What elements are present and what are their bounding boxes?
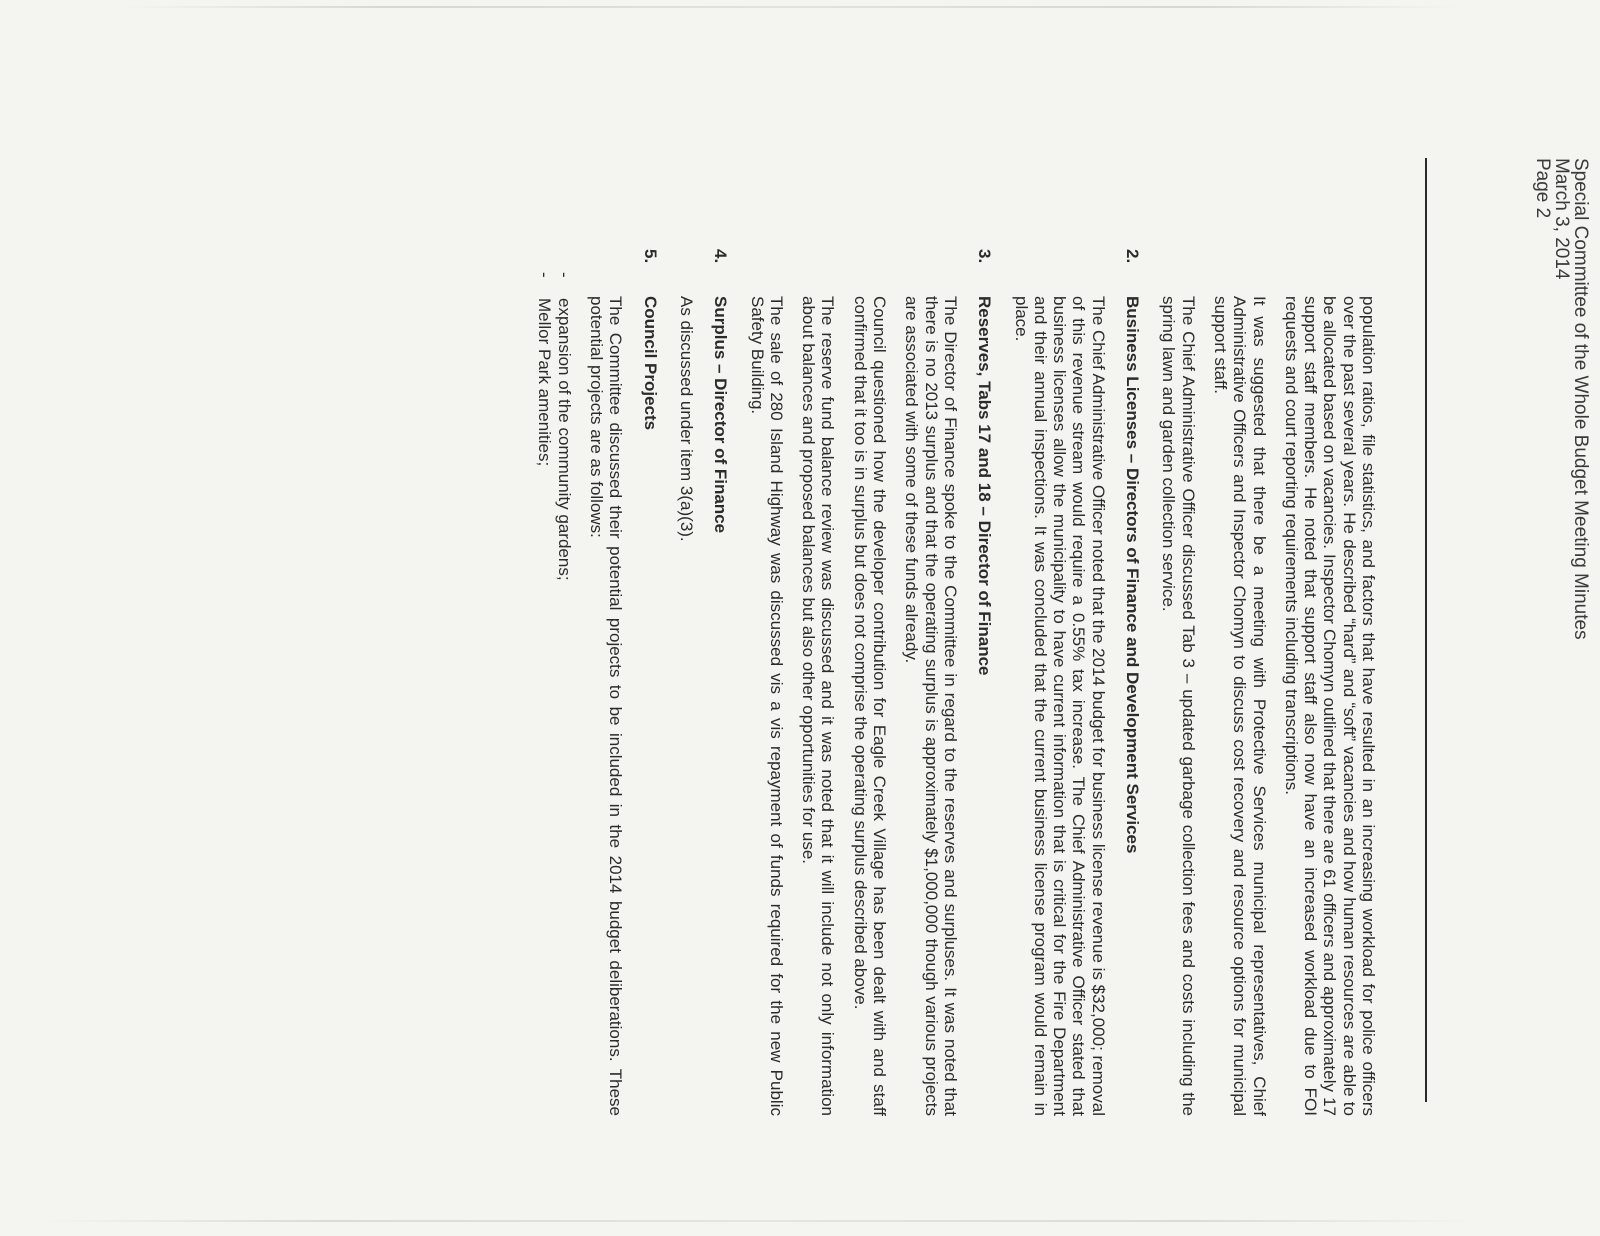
section-paragraph: The sale of 280 Island Highway was discussed vis a vis repayment of funds required for the new Public Safety Building.: [747, 296, 786, 1116]
section-number: 5.: [640, 249, 660, 264]
section-business-licenses: [1011, 249, 1143, 1116]
section-paragraph: The Committee discussed their potential projects to be included in the 2014 budget deliberations. These potential projects are as follows:: [587, 296, 626, 1116]
section-title: Surplus – Director of Finance: [711, 296, 731, 534]
list-item: [535, 272, 555, 1116]
header-title: Special Committee of the Whole Budget Meeting Minutes: [1570, 158, 1591, 640]
project-list: [535, 272, 574, 1116]
section-surplus: [676, 249, 731, 1116]
section-council-projects: [535, 249, 660, 1116]
section-heading: [640, 249, 659, 1116]
list-item: [554, 272, 574, 1116]
section-title: Business Licenses – Directors of Finance and Development Services: [1123, 296, 1143, 854]
section-paragraph: The reserve fund balance review was discussed and it was noted that it will include not only information about balances and proposed balances but also other opportunities for use.: [799, 296, 838, 1116]
paragraph-garbage: The Chief Administrative Officer discussed Tab 3 – updated garbage collection fees and costs including the spring lawn and garden collection service.: [1159, 296, 1198, 1116]
list-item-text: expansion of the community gardens;: [554, 298, 574, 581]
section-number: 2.: [1123, 249, 1143, 264]
section-reserves: [747, 249, 995, 1116]
section-paragraph: The Chief Administrative Officer noted that the 2014 budget for business license revenue is $32,000; removal of this revenue stream would require a 0.55% tax increase. The Chief Administrative Officer stated that business licenses allow the municipality to have current information that is critical for the Fire Department and their annual inspections. It was concluded that the current business license program would remain in place.: [1011, 296, 1108, 1116]
section-title: Council Projects: [640, 296, 660, 431]
section-paragraph: Council questioned how the developer contribution for Eagle Creek Village has been dealt with and staff confirmed that it too is in surplus but does not comprise the operating surplus described above.: [850, 296, 890, 1116]
paragraph-meeting: It was suggested that there be a meeting with Protective Services municipal representatives, Chief Administrative Officers and Inspector Chomyn to discuss cost recovery and resource options for municipal support staff.: [1210, 296, 1269, 1116]
section-title: Reserves, Tabs 17 and 18 – Director of Finance: [975, 296, 995, 676]
section-number: 4.: [711, 249, 731, 264]
dash-bullet-icon: -: [535, 272, 555, 278]
dash-bullet-icon: -: [554, 272, 574, 278]
list-item-text: Mellor Park amenities;: [535, 298, 555, 467]
continued-paragraph: population ratios, file statistics, and factors that have resulted in an increasing workload for police officers over the past several years. He described “hard” and “soft” vacancies and how human resources are able to be allocated based on vacancies. Inspector Chomyn outlined that there are 61 officers and approximately 17 support staff members. He noted that support staff also now have an increased workload due to FOI requests and court reporting requirements including transcriptions.: [1281, 296, 1378, 1116]
section-paragraph: As discussed under item 3(a)(3).: [676, 296, 696, 542]
document-body: [535, 249, 1378, 1116]
header-page-number: Page 2: [1532, 158, 1553, 219]
section-paragraph: The Director of Finance spoke to the Committee in regard to the reserves and surpluses. It was noted that there is no 2013 surplus and that the operating surplus is approximately $1,000,000 though various projects are associated with some of these funds already.: [902, 296, 960, 1116]
header-date: March 3, 2014: [1551, 158, 1572, 280]
header-rule: [1425, 158, 1427, 1102]
section-number: 3.: [975, 249, 995, 264]
page-header: [1533, 158, 1590, 1158]
section-heading: [1123, 249, 1142, 1116]
section-heading: [711, 249, 730, 1116]
section-heading: [975, 249, 994, 1116]
